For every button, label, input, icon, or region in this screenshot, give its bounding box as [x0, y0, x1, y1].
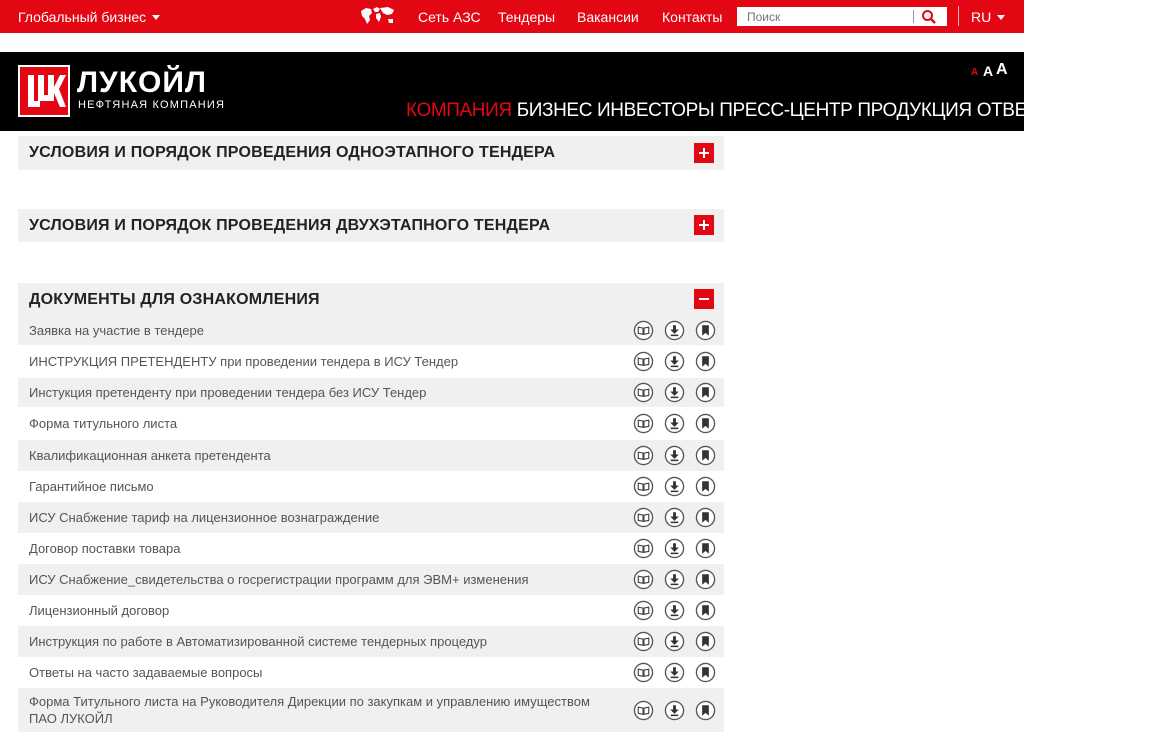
lukoil-logo-icon[interactable] [18, 65, 70, 117]
expand-plus-icon[interactable] [694, 143, 714, 163]
document-actions [633, 700, 716, 721]
accordion-title: УСЛОВИЯ И ПОРЯДОК ПРОВЕДЕНИЯ ОДНОЭТАПНОГО ТЕНДЕРА [29, 144, 556, 161]
bookmark-icon[interactable] [695, 700, 716, 721]
language-label: RU [971, 9, 992, 25]
search-icon[interactable] [921, 9, 937, 24]
document-actions [633, 413, 716, 434]
read-icon[interactable] [633, 320, 654, 341]
chevron-down-icon [152, 15, 160, 20]
document-title-link[interactable]: Форма Титульного листа на Руководителя Дирекции по закупкам и управлению имуществом ПАО ЛУКОЙЛ [29, 694, 590, 726]
download-icon[interactable] [664, 507, 685, 528]
font-size-small-button[interactable]: A [971, 67, 979, 78]
download-icon[interactable] [664, 382, 685, 403]
document-title-link[interactable]: Форма титульного листа [29, 416, 178, 431]
document-row [18, 533, 724, 564]
download-icon[interactable] [664, 631, 685, 652]
document-row [18, 657, 724, 688]
document-title-link[interactable]: Квалификационная анкета претендента [29, 448, 271, 463]
bookmark-icon[interactable] [695, 320, 716, 341]
document-title-link[interactable]: Заявка на участие в тендере [29, 323, 204, 338]
document-row [18, 440, 724, 471]
document-actions [633, 631, 716, 652]
read-icon[interactable] [633, 700, 654, 721]
bookmark-icon[interactable] [695, 413, 716, 434]
bookmark-icon[interactable] [695, 507, 716, 528]
document-title-link[interactable]: ИСУ Снабжение_свидетельства о госрегистрации программ для ЭВМ+ изменения [29, 572, 529, 587]
download-icon[interactable] [664, 569, 685, 590]
download-icon[interactable] [664, 476, 685, 497]
site-header [0, 52, 1163, 131]
search-divider [913, 10, 914, 23]
main-nav-company[interactable]: КОМПАНИЯ [406, 100, 512, 121]
document-title-link[interactable]: Инстукция претенденту при проведении тендера без ИСУ Тендер [29, 385, 427, 400]
document-row [18, 502, 724, 533]
document-title-link[interactable]: Ответы на часто задаваемые вопросы [29, 665, 263, 680]
document-actions [633, 382, 716, 403]
nav-tenders-link[interactable]: Тендеры [498, 9, 556, 25]
nav-vacancies-link[interactable]: Вакансии [577, 9, 639, 25]
world-map-icon[interactable] [358, 5, 396, 27]
document-actions [633, 662, 716, 683]
document-row [18, 378, 724, 407]
document-row [18, 595, 724, 626]
document-actions [633, 538, 716, 559]
document-title-link[interactable]: Инструкция по работе в Автоматизированной системе тендерных процедур [29, 634, 487, 649]
main-nav-press-center[interactable]: ПРЕСС-ЦЕНТР [719, 100, 853, 121]
document-title-link[interactable]: ИНСТРУКЦИЯ ПРЕТЕНДЕНТУ при проведении тендера в ИСУ Тендер [29, 354, 459, 369]
search-input[interactable] [737, 8, 907, 25]
document-actions [633, 320, 716, 341]
read-icon[interactable] [633, 507, 654, 528]
font-size-medium-button[interactable]: A [983, 63, 994, 79]
download-icon[interactable] [664, 600, 685, 621]
main-nav-products[interactable]: ПРОДУКЦИЯ [857, 100, 972, 121]
documents-list [18, 316, 724, 732]
lang-divider [958, 6, 959, 26]
document-row [18, 626, 724, 657]
read-icon[interactable] [633, 476, 654, 497]
document-actions [633, 600, 716, 621]
top-bar [0, 0, 1024, 33]
search-box [737, 7, 947, 26]
document-title-link[interactable]: ИСУ Снабжение тариф на лицензионное вознаграждение [29, 510, 380, 525]
bookmark-icon[interactable] [695, 600, 716, 621]
main-nav [406, 100, 1163, 122]
read-icon[interactable] [633, 631, 654, 652]
language-dropdown[interactable] [971, 9, 1005, 25]
document-actions [633, 569, 716, 590]
main-nav-responsibility[interactable]: ОТВЕТСТВЕННОСТЬ [976, 100, 1163, 121]
read-icon[interactable] [633, 538, 654, 559]
bookmark-icon[interactable] [695, 351, 716, 372]
document-actions [633, 476, 716, 497]
bookmark-icon[interactable] [695, 476, 716, 497]
accordion-one-stage-tender[interactable] [18, 136, 724, 170]
download-icon[interactable] [664, 538, 685, 559]
bookmark-icon[interactable] [695, 382, 716, 403]
read-icon[interactable] [633, 445, 654, 466]
read-icon[interactable] [633, 413, 654, 434]
document-actions [633, 445, 716, 466]
read-icon[interactable] [633, 569, 654, 590]
document-actions [633, 351, 716, 372]
global-business-dropdown[interactable] [18, 9, 160, 25]
accordion-two-stage-tender[interactable] [18, 209, 724, 242]
logo-name: ЛУКОЙЛ [77, 66, 207, 99]
accordion-title: ДОКУМЕНТЫ ДЛЯ ОЗНАКОМЛЕНИЯ [29, 291, 320, 308]
download-icon[interactable] [664, 700, 685, 721]
bookmark-icon[interactable] [695, 631, 716, 652]
bookmark-icon[interactable] [695, 569, 716, 590]
bookmark-icon[interactable] [695, 538, 716, 559]
download-icon[interactable] [664, 351, 685, 372]
read-icon[interactable] [633, 662, 654, 683]
download-icon[interactable] [664, 413, 685, 434]
download-icon[interactable] [664, 662, 685, 683]
font-size-large-button[interactable]: A [996, 61, 1008, 78]
nav-contacts-link[interactable]: Контакты [662, 9, 723, 25]
bookmark-icon[interactable] [695, 662, 716, 683]
read-icon[interactable] [633, 382, 654, 403]
document-title-link[interactable]: Договор поставки товара [29, 541, 181, 556]
main-nav-investors[interactable]: ИНВЕСТОРЫ [597, 100, 715, 121]
read-icon[interactable] [633, 351, 654, 372]
nav-gas-stations-link[interactable]: Сеть АЗС [418, 9, 481, 25]
read-icon[interactable] [633, 600, 654, 621]
document-row [18, 688, 724, 732]
main-nav-business[interactable]: БИЗНЕС [516, 100, 593, 121]
document-row [18, 345, 724, 378]
document-actions [633, 507, 716, 528]
document-row [18, 316, 724, 345]
expand-plus-icon[interactable] [694, 215, 714, 235]
download-icon[interactable] [664, 320, 685, 341]
collapse-minus-icon[interactable] [694, 289, 714, 309]
document-row [18, 407, 724, 440]
global-business-label: Глобальный бизнес [18, 9, 147, 25]
bookmark-icon[interactable] [695, 445, 716, 466]
accordion-title: УСЛОВИЯ И ПОРЯДОК ПРОВЕДЕНИЯ ДВУХЭТАПНОГО ТЕНДЕРА [29, 217, 551, 234]
accordion-documents[interactable] [18, 283, 724, 316]
document-row [18, 471, 724, 502]
document-row [18, 564, 724, 595]
document-title-link[interactable]: Гарантийное письмо [29, 479, 154, 494]
logo-subtitle: НЕФТЯНАЯ КОМПАНИЯ [78, 99, 226, 111]
document-title-link[interactable]: Лицензионный договор [29, 603, 170, 618]
chevron-down-icon [997, 15, 1005, 20]
download-icon[interactable] [664, 445, 685, 466]
